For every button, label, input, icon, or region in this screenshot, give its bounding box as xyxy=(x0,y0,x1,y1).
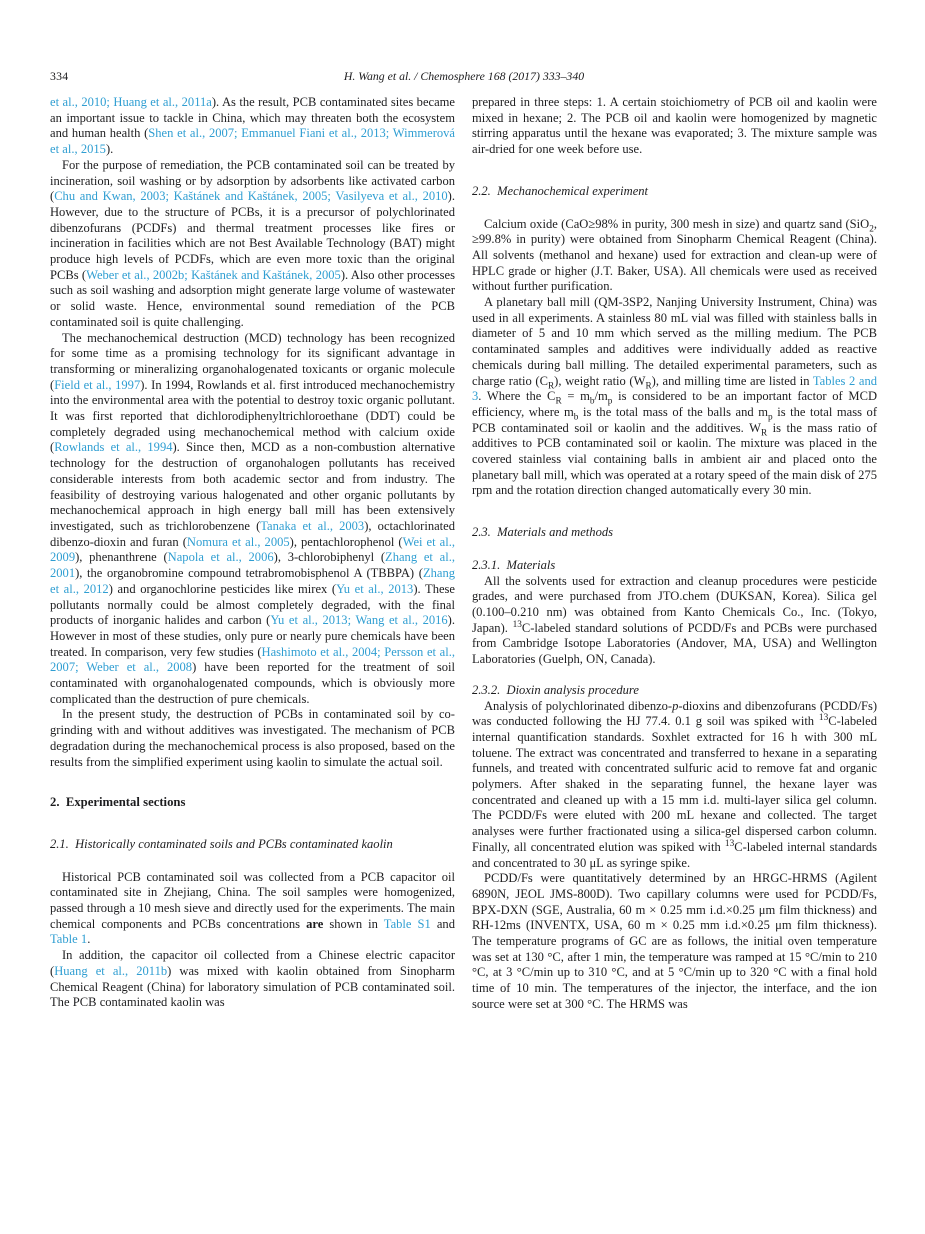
paragraph: Analysis of polychlorinated dibenzo-p-dioxins and dibenzofurans (PCDD/Fs) was conducted following the HJ 77.4. 0.1 g soil was spiked with $^{13}$C-labeled internal quantification standards. Soxhlet extracted for 16 h with 300 mL toluene. The extract was concentrated and transferred to hexane in a separating funnels, and treated with concentrated sulfuric acid to remove fat and organic polymers. After shaked in the separating funnel, the hexane layer was concentrated and cleaned up with a 15 mm i.d. multi-layer silica gel column. The PCDD/Fs were eluted with 200 mL hexane and collected. The target analyses were further fractionated using a silica-gel dispersed carbon column. Finally, all concentrated elution was spiked with $^{13}$C-labeled internal standards and concentrated to 30 μL as syringe spike. xyxy=(472,698,878,870)
citation-link[interactable]: Table 1 xyxy=(50,932,88,947)
journal-citation-line: H. Wang et al. / Chemosphere 168 (2017) 333–340 xyxy=(343,69,585,83)
subscript-text: b xyxy=(573,412,579,423)
citation-link[interactable]: Zhang et al., 2001 xyxy=(50,550,455,581)
paragraph: et al., 2010; Huang et al., 2011a). As the result, PCB contaminated sites became an important issue to tackle in China, which may threaten both the ecosystem and human health (Shen et al., 2007; Emmanuel Fiani et al., 2013; Wimmerová et al., 2015). xyxy=(50,95,456,157)
subscript-text: p xyxy=(607,396,613,407)
paragraph: prepared in three steps: 1. A certain stoichiometry of PCB oil and kaolin were mixed in hexane; 2. The PCB oil and kaolin were homogenized by magnetic stirring apparatus until the hexane was evaporated; 3. The mixture sample was air-dried for one week before use. xyxy=(472,95,877,157)
two-column-body xyxy=(50,95,878,1013)
citation-link[interactable]: Hashimoto et al., 2004; Persson et al., 2007; Weber et al., 2008 xyxy=(50,644,456,675)
subsubsection-heading: 2.3.2. Dioxin analysis procedure xyxy=(472,682,639,697)
citation-link[interactable]: Huang et al., 2011b xyxy=(54,963,168,978)
page-number: 334 xyxy=(50,69,69,83)
subscript-text: b xyxy=(589,396,595,407)
citation-link[interactable]: Shen et al., 2007; Emmanuel Fiani et al., 2013; Wimmerová et al., 2015 xyxy=(50,126,456,157)
paragraph: The mechanochemical destruction (MCD) technology has been recognized for some time as a promising technology for its significant advantage in transforming or mineralizing organohalogenated toxicants or organic molecule (Field et al., 1997). In 1994, Rowlands et al. first introduced mechanochemistry into the environmental area with the potential to destroy toxic organic pollutant. It was first reported that dichlorodiphenyltrichloroethane (DDT) could be completely degraded using mechanochemical method with calcium oxide (Rowlands et al., 1994). Since then, MCD as a non-combustion alternative technology for the destruction of organohalogen pollutants has received considerable interests from both academic sector and from industry. The feasibility of destroying various halogenated and other organic pollutants by mechanochemical approach in high energy ball mill has been extensively investigated, such as trichlorobenzene (Tanaka et al., 2003), octachlorinated dibenzo-dioxin and furan (Nomura et al., 2005), pentachlorophenol (Wei et al., 2009), phenanthrene (Napola et al., 2006), 3-chlorobiphenyl (Zhang et al., 2001), the organobromine compound tetrabromobisphenol A (TBBPA) (Zhang et al., 2012) and organochlorine pesticides like mirex (Yu et al., 2013). These pollutants normally could be almost completely degraded, with the final products of inorganic halides and carbon (Yu et al., 2013; Wang et al., 2016). However in most of these studies, only pure or nearly pure chemicals have been treated. In comparison, very few studies (Hashimoto et al., 2004; Persson et al., 2007; Weber et al., 2008) have been reported for the treatment of soil contaminated with organohalogenated compounds, which is obviously more complicated than the destruction of pure chemicals. xyxy=(50,330,456,706)
citation-link[interactable]: Tanaka et al., 2003 xyxy=(260,518,365,533)
paragraph: In addition, the capacitor oil collected from a Chinese electric capacitor (Huang et al., 2011b) was mixed with kaolin obtained from Sinopharm Chemical Reagent (China) for laboratory simulation of PCB contaminated soil. The PCB contaminated kaolin was xyxy=(50,948,455,1010)
paragraph: Historical PCB contaminated soil was collected from a PCB capacitor oil contaminated site in Zhejiang, China. The soil samples were homogenized, passed through a 10 mesh sieve and directly used for the experiments. The main chemical components and PCBs concentrations are shown in Table S1 and Table 1. xyxy=(50,869,455,947)
citation-link[interactable]: Wei et al., 2009 xyxy=(50,534,455,565)
paragraph: A planetary ball mill (QM-3SP2, Nanjing University Instrument, China) was used in all experiments. A stainless 80 mL vial was filled with stainless balls in diameter of 5 and 10 mm which served as the milling medium. The PCB contaminated samples and additives were individually added as reactive chemicals during ball milling. The detailed experimental parameters, such as charge ratio $(C_R)$, weight ratio $(W_R)$, and milling time are listed in Tables 2 and 3. Where the $C_R = m_b/m_p$ is considered to be an important factor of MCD efficiency, where $m_b$ is the total mass of the balls and $m_p$ is the total mass of PCB contaminated soil or kaolin and the additives. $W_R$ is the mass ratio of additives to PCB contaminated soil or kaolin. The mixture was placed in the covered stainless vial containing balls in ambient air and placed onto the planetary ball mill, which was operated at a rotary speed of the main disk of 275 rpm and the rotation direction changed automatically every 30 min. xyxy=(472,295,878,498)
section-heading: 2. Experimental sections xyxy=(50,795,186,810)
citation-link[interactable]: Napola et al., 2006 xyxy=(167,550,274,565)
subsubsection-heading: 2.3.1. Materials xyxy=(472,557,556,572)
citation-link[interactable]: Rowlands et al., 1994 xyxy=(54,440,173,455)
subsection-heading: 2.3. Materials and methods xyxy=(472,525,613,540)
superscript-text: 13 xyxy=(512,619,522,630)
citation-link[interactable]: et al., 2010; Huang et al., 2011a xyxy=(50,95,212,109)
citation-link[interactable]: Tables 2 and 3 xyxy=(472,373,878,404)
subscript-text: 2 xyxy=(869,224,874,235)
paragraph: All the solvents used for extraction and cleanup procedures were pesticide grades, and were purchased from JTO.chem (DUKSAN, Korea). Silica gel (0.100–0.210 nm) was obtained from Kanto Chemicals Co., Inc. (Tokyo, Japan). $^{13}$C-labeled standard solutions of PCDD/Fs and PCBs were purchased from Cambridge Isotope Laboratories (Andover, MA, USA) and Wellington Laboratories (Guelph, ON, Canada). xyxy=(472,573,877,667)
citation-link[interactable]: Yu et al., 2013; Wang et al., 2016 xyxy=(270,613,448,628)
citation-link[interactable]: Table S1 xyxy=(383,916,431,931)
column-left xyxy=(50,95,455,1013)
subscript-text: p xyxy=(767,412,773,423)
subscript-text: R xyxy=(555,396,562,407)
citation-link[interactable]: Field et al., 1997 xyxy=(54,377,141,392)
paragraph: Calcium oxide (CaO≥98% in purity, 300 mesh in size) and quartz sand (SiO$_2$, ≥99.8% in purity) were obtained from Sinopharm Chemical Reagent (China). All solvents (methanol and hexane) used for extraction and clean-up were of HPLC grade or higher (J.T. Baker, USA). All chemicals were used as received without further purification. xyxy=(472,216,877,294)
bold-text: are xyxy=(306,916,324,931)
running-head xyxy=(50,69,878,85)
subscript-text: R xyxy=(547,381,555,392)
subscript-text: R xyxy=(645,381,652,392)
citation-link[interactable]: Yu et al., 2013 xyxy=(336,581,414,596)
citation-link[interactable]: Weber et al., 2002b; Kaštánek and Kaštánek, 2005 xyxy=(86,267,341,282)
italic-text: p xyxy=(672,698,679,713)
paragraph: For the purpose of remediation, the PCB contaminated soil can be treated by incineration, soil washing or by adsorption by adsorbents like activated carbon (Chu and Kwan, 2003; Kaštánek and Kaštánek, 2005; Vasilyeva et al., 2010). However, due to the structure of PCBs, it is a precursor of polychlorinated dibenzofurans (PCDFs) and thermal treatment processes like fires or incineration in facilities which are not Best Available Technology (BAT) might produce high levels of PCDFs, which are even more toxic than the original PCBs (Weber et al., 2002b; Kaštánek and Kaštánek, 2005). Also other processes such as soil washing and adsorption might generate large volume of wastewater or solid waste. Hence, environmental sound remediation of the PCB contaminated soil is quite challenging. xyxy=(50,157,455,329)
subscript-text: R xyxy=(760,428,768,439)
citation-link[interactable]: Nomura et al., 2005 xyxy=(186,534,290,549)
subsection-heading: 2.1. Historically contaminated soils and PCBs contaminated kaolin xyxy=(50,836,393,851)
paragraph: In the present study, the destruction of PCBs in contaminated soil by co-grinding with and without additives was investigated. The mechanism of PCB degradation during the mechanochemical process is also proposed, based on the results from the simplified experiment using kaolin to simulate the actual soil. xyxy=(50,707,455,769)
citation-link[interactable]: Zhang et al., 2012 xyxy=(50,566,455,596)
citation-link[interactable]: Chu and Kwan, 2003; Kaštánek and Kaštánek, 2005; Vasilyeva et al., 2010 xyxy=(54,189,448,204)
paragraph: PCDD/Fs were quantitatively determined by an HRGC-HRMS (Agilent 6890N, JEOL JMS-800D). Two capillary columns were used for PCDD/Fs, BPX-DXN (SGE, Australia, 60 m × 0.25 mm i.d.×0.25 μm film thickness) and RH-12ms (INVENTX, USA, 60 m × 0.25 mm i.d.×0.25 μm film thickness). The temperature programs of GC are as follows, the initial oven temperature was set at 130 °C, after 1 min, the temperature was ramped at 15 °C/min to 210 °C, at 3 °C/min up to 310 °C, and at 5 °C/min up to 320 °C with a final hold time of 10 min. The temperatures of the injector, the interface, and the ion source were set at 300 °C. The HRMS was xyxy=(472,871,877,1011)
superscript-text: 13 xyxy=(724,838,735,849)
column-right xyxy=(472,95,877,1013)
subsection-heading: 2.2. Mechanochemical experiment xyxy=(472,183,649,198)
superscript-text: 13 xyxy=(818,713,829,724)
